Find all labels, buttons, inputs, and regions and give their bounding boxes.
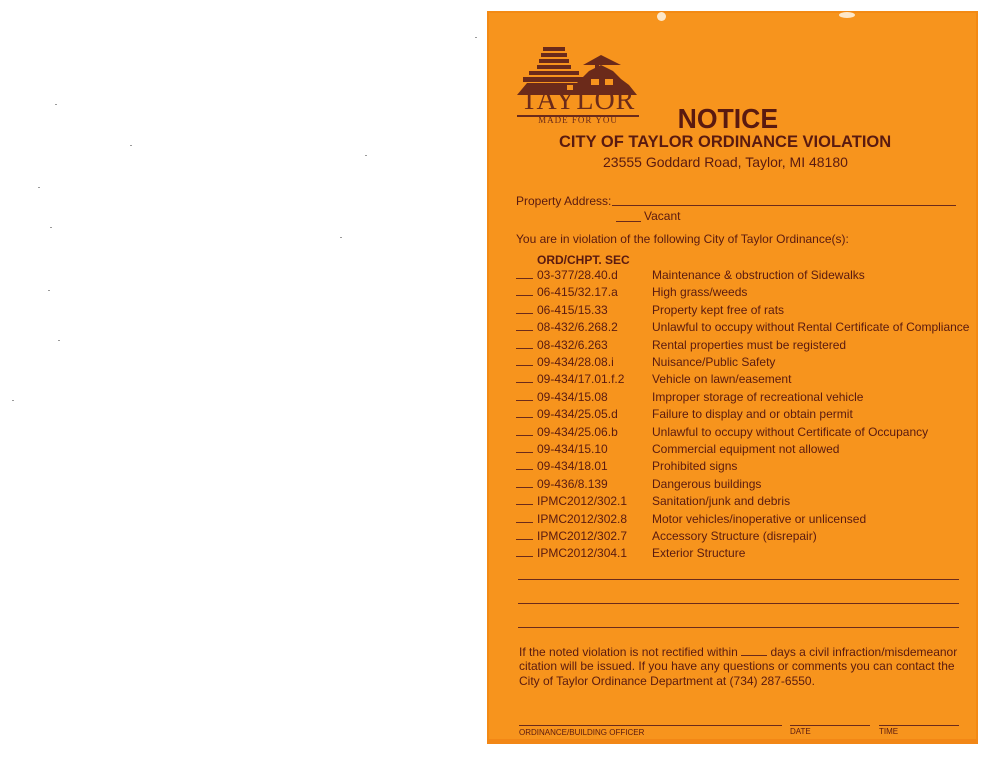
ordinance-description: High grass/weeds xyxy=(652,285,748,300)
ordinance-row xyxy=(516,529,817,546)
ordinance-row xyxy=(516,511,867,529)
violation-check-line[interactable] xyxy=(516,390,533,401)
ordinance-description: Prohibited signs xyxy=(652,459,738,474)
violation-check-line[interactable] xyxy=(516,494,533,505)
scan-speck xyxy=(48,290,50,291)
ordinance-code: 09-434/17.01.f.2 xyxy=(537,372,625,387)
ordinance-code: IPMC2012/302.1 xyxy=(537,494,628,509)
ordinance-description: Failure to display and or obtain permit xyxy=(652,407,853,422)
ordinance-description: Sanitation/junk and debris xyxy=(652,494,791,509)
ordinance-row xyxy=(516,546,746,563)
violation-check-line[interactable] xyxy=(516,320,533,331)
punch-hole xyxy=(657,12,666,21)
ordinance-description: Maintenance & obstruction of Sidewalks xyxy=(652,268,865,282)
ordinance-description: Exterior Structure xyxy=(652,546,746,561)
violation-check-line[interactable] xyxy=(516,285,533,296)
notes-line[interactable] xyxy=(518,627,959,628)
vacant-check-line[interactable] xyxy=(616,221,641,222)
ordinance-description: Accessory Structure (disrepair) xyxy=(652,529,817,543)
logo-tagline: MADE FOR YOU xyxy=(538,115,618,125)
ordinance-row xyxy=(516,268,865,285)
scan-speck xyxy=(340,237,342,238)
days-blank[interactable] xyxy=(741,645,767,656)
violation-check-line[interactable] xyxy=(516,477,533,488)
date-label: DATE xyxy=(790,727,811,736)
violation-check-line[interactable] xyxy=(516,459,533,470)
column-header: ORD/CHPT. SEC xyxy=(537,253,630,267)
ordinance-code: 06-415/32.17.a xyxy=(537,285,618,300)
ordinance-row xyxy=(516,355,776,372)
scan-speck xyxy=(12,400,14,401)
ordinance-code: 09-434/15.10 xyxy=(537,442,608,456)
notice-sheet xyxy=(487,11,978,744)
vacant-label: Vacant xyxy=(644,209,681,223)
time-label: TIME xyxy=(879,727,899,736)
violation-check-line[interactable] xyxy=(516,425,533,436)
violation-check-line[interactable] xyxy=(516,372,533,383)
ordinance-row xyxy=(516,442,840,459)
ordinance-description: Property kept free of rats xyxy=(652,302,785,317)
violation-check-line[interactable] xyxy=(516,355,533,366)
scan-speck xyxy=(50,227,52,228)
officer-label: ORDINANCE/BUILDING OFFICER xyxy=(519,728,645,737)
ordinance-code: IPMC2012/302.7 xyxy=(537,529,628,543)
ordinance-description: Rental properties must be registered xyxy=(652,337,847,352)
scan-speck xyxy=(130,145,132,146)
scan-speck xyxy=(58,340,60,341)
ordinance-description: Dangerous buildings xyxy=(652,476,762,491)
violation-check-line[interactable] xyxy=(516,442,533,453)
ordinance-description: Nuisance/Public Safety xyxy=(652,355,776,369)
ordinance-code: 03-377/28.40.d xyxy=(537,268,618,282)
ordinance-code: 08-432/6.263 xyxy=(537,337,608,352)
ordinance-description: Unlawful to occupy without Certificate of Occupancy xyxy=(652,424,929,439)
footer-text-line1 xyxy=(519,645,957,659)
violation-intro: You are in violation of the following City of Taylor Ordinance(s): xyxy=(516,232,849,246)
ordinance-code: IPMC2012/304.1 xyxy=(537,546,628,561)
ordinance-row xyxy=(516,424,929,442)
violation-check-line[interactable] xyxy=(516,546,533,557)
property-address-label: Property Address: xyxy=(516,194,612,208)
ordinance-code: 09-434/15.08 xyxy=(537,389,608,404)
ordinance-description: Vehicle on lawn/easement xyxy=(652,372,792,387)
violation-check-line[interactable] xyxy=(516,529,533,540)
scan-speck xyxy=(55,104,57,105)
violation-check-line[interactable] xyxy=(516,512,533,523)
ordinance-code: 06-415/15.33 xyxy=(537,302,608,317)
ordinance-row xyxy=(516,476,762,494)
ordinance-code: 09-434/28.08.i xyxy=(537,355,614,369)
ordinance-row xyxy=(516,389,864,407)
ordinance-description: Unlawful to occupy without Rental Certificate of Compliance xyxy=(652,320,970,335)
ordinance-row xyxy=(516,320,970,337)
notes-line[interactable] xyxy=(518,579,959,580)
date-line[interactable] xyxy=(790,725,870,726)
scan-speck xyxy=(38,187,40,188)
ordinance-code: 09-434/18.01 xyxy=(537,459,608,474)
ordinance-code: 09-434/25.05.d xyxy=(537,407,618,422)
ordinance-code: 09-434/25.06.b xyxy=(537,424,618,439)
punch-hole xyxy=(839,12,855,18)
ordinance-description: Improper storage of recreational vehicle xyxy=(652,389,864,404)
violation-check-line[interactable] xyxy=(516,407,533,418)
violation-check-line[interactable] xyxy=(516,268,533,279)
footer-text-part-b: days a civil infraction/misdemeanor xyxy=(770,645,958,659)
ordinance-row xyxy=(516,372,792,389)
ordinance-row xyxy=(516,459,738,476)
ordinance-description: Motor vehicles/inoperative or unlicensed xyxy=(652,511,867,526)
scan-speck xyxy=(365,155,367,156)
violation-check-line[interactable] xyxy=(516,338,533,349)
city-address: 23555 Goddard Road, Taylor, MI 48180 xyxy=(603,154,848,170)
violation-check-line[interactable] xyxy=(516,303,533,314)
ordinance-code: 08-432/6.268.2 xyxy=(537,320,618,335)
time-line[interactable] xyxy=(879,725,959,726)
scan-speck xyxy=(475,37,477,38)
notes-line[interactable] xyxy=(518,603,959,604)
ordinance-row xyxy=(516,337,847,355)
notice-title: NOTICE xyxy=(677,103,779,134)
officer-signature-line[interactable] xyxy=(519,725,782,726)
property-address-line[interactable] xyxy=(612,205,956,206)
ordinance-row xyxy=(516,302,785,320)
footer-text-line3: City of Taylor Ordinance Department at (734) 287-6550. xyxy=(519,674,815,688)
ordinance-code: IPMC2012/302.8 xyxy=(537,511,628,526)
ordinance-row xyxy=(516,285,748,302)
footer-text-part-a: If the noted violation is not rectified within xyxy=(519,645,738,659)
ordinance-code: 09-436/8.139 xyxy=(537,476,608,491)
logo-wordmark: TAYLOR xyxy=(517,87,639,117)
ordinance-row xyxy=(516,494,791,511)
ordinance-description: Commercial equipment not allowed xyxy=(652,442,840,456)
footer-text-line2: citation will be issued. If you have any questions or comments you can contact the xyxy=(519,659,955,673)
notice-subtitle: CITY OF TAYLOR ORDINANCE VIOLATION xyxy=(559,133,892,151)
ordinance-row xyxy=(516,407,853,424)
